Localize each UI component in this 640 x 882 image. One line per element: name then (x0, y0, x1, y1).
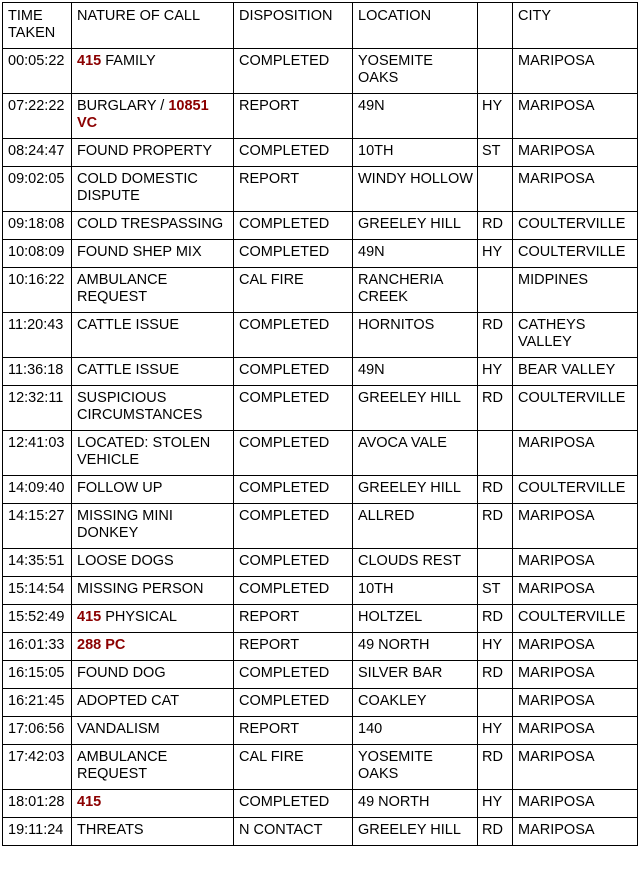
nature-cell (72, 661, 234, 689)
location-cell: HORNITOS (353, 313, 478, 358)
location-cell: 49 NORTH (353, 633, 478, 661)
nature-cell (72, 633, 234, 661)
nature-cell (72, 386, 234, 431)
table-row (3, 717, 638, 745)
nature-text: AMBULANCE REQUEST (77, 272, 168, 305)
time-cell: 00:05:22 (3, 49, 72, 94)
nature-cell (72, 790, 234, 818)
disposition-cell: COMPLETED (234, 431, 353, 476)
nature-cell (72, 49, 234, 94)
suffix-cell: HY (478, 240, 513, 268)
table-row (3, 818, 638, 846)
table-row (3, 386, 638, 431)
location-cell: CLOUDS REST (353, 549, 478, 577)
time-cell: 09:02:05 (3, 167, 72, 212)
suffix-cell: RD (478, 476, 513, 504)
suffix-cell: HY (478, 790, 513, 818)
time-cell: 15:14:54 (3, 577, 72, 605)
nature-cell (72, 139, 234, 167)
table-row (3, 476, 638, 504)
disposition-cell: COMPLETED (234, 476, 353, 504)
nature-cell (72, 504, 234, 549)
header-suffix (478, 3, 513, 49)
disposition-cell: CAL FIRE (234, 745, 353, 790)
header-disposition: DISPOSITION (234, 3, 353, 49)
table-row (3, 633, 638, 661)
suffix-cell: ST (478, 577, 513, 605)
city-cell: MARIPOSA (513, 818, 638, 846)
time-cell: 19:11:24 (3, 818, 72, 846)
time-cell: 11:20:43 (3, 313, 72, 358)
nature-text: THREATS (77, 822, 144, 838)
suffix-cell: HY (478, 633, 513, 661)
time-cell: 09:18:08 (3, 212, 72, 240)
location-cell: AVOCA VALE (353, 431, 478, 476)
disposition-cell: REPORT (234, 633, 353, 661)
table-row (3, 212, 638, 240)
city-cell: MARIPOSA (513, 504, 638, 549)
suffix-cell (478, 49, 513, 94)
city-cell: COULTERVILLE (513, 240, 638, 268)
city-cell: MARIPOSA (513, 745, 638, 790)
nature-text: CATTLE ISSUE (77, 317, 180, 333)
location-cell: GREELEY HILL (353, 818, 478, 846)
city-cell: MARIPOSA (513, 661, 638, 689)
disposition-cell: COMPLETED (234, 504, 353, 549)
nature-text: SUSPICIOUS CIRCUMSTANCES (77, 390, 203, 423)
nature-text: FOUND PROPERTY (77, 143, 213, 159)
suffix-cell: RD (478, 504, 513, 549)
nature-text: PHYSICAL (101, 609, 177, 625)
location-cell: 49N (353, 94, 478, 139)
nature-text: MISSING MINI DONKEY (77, 508, 173, 541)
table-row (3, 605, 638, 633)
location-cell: RANCHERIA CREEK (353, 268, 478, 313)
nature-cell (72, 240, 234, 268)
code-text: 10851 VC (77, 98, 209, 131)
header-nature: NATURE OF CALL (72, 3, 234, 49)
city-cell: MIDPINES (513, 268, 638, 313)
disposition-cell: REPORT (234, 717, 353, 745)
time-cell: 16:15:05 (3, 661, 72, 689)
location-cell: 49 NORTH (353, 790, 478, 818)
location-cell: 10TH (353, 577, 478, 605)
city-cell: MARIPOSA (513, 139, 638, 167)
city-cell: BEAR VALLEY (513, 358, 638, 386)
disposition-cell: COMPLETED (234, 139, 353, 167)
disposition-cell: REPORT (234, 605, 353, 633)
nature-cell (72, 431, 234, 476)
nature-cell (72, 549, 234, 577)
city-cell: MARIPOSA (513, 717, 638, 745)
suffix-cell: RD (478, 745, 513, 790)
location-cell: SILVER BAR (353, 661, 478, 689)
city-cell: COULTERVILLE (513, 212, 638, 240)
city-cell: MARIPOSA (513, 94, 638, 139)
city-cell: COULTERVILLE (513, 386, 638, 431)
time-cell: 12:41:03 (3, 431, 72, 476)
time-cell: 16:21:45 (3, 689, 72, 717)
disposition-cell: CAL FIRE (234, 268, 353, 313)
nature-cell (72, 818, 234, 846)
disposition-cell: N CONTACT (234, 818, 353, 846)
city-cell: MARIPOSA (513, 577, 638, 605)
time-cell: 10:16:22 (3, 268, 72, 313)
header-city: CITY (513, 3, 638, 49)
suffix-cell: RD (478, 212, 513, 240)
time-cell: 14:09:40 (3, 476, 72, 504)
nature-cell (72, 94, 234, 139)
nature-text: LOOSE DOGS (77, 553, 174, 569)
nature-text: FOUND DOG (77, 665, 166, 681)
suffix-cell: HY (478, 717, 513, 745)
location-cell: 140 (353, 717, 478, 745)
suffix-cell: RD (478, 313, 513, 358)
suffix-cell (478, 689, 513, 717)
suffix-cell: RD (478, 386, 513, 431)
time-cell: 08:24:47 (3, 139, 72, 167)
code-text: 415 (77, 609, 102, 625)
city-cell: COULTERVILLE (513, 476, 638, 504)
nature-text: COLD TRESPASSING (77, 216, 224, 232)
table-row (3, 661, 638, 689)
nature-text: AMBULANCE REQUEST (77, 749, 168, 782)
disposition-cell: COMPLETED (234, 549, 353, 577)
suffix-cell: HY (478, 358, 513, 386)
time-cell: 11:36:18 (3, 358, 72, 386)
suffix-cell (478, 268, 513, 313)
time-cell: 14:35:51 (3, 549, 72, 577)
city-cell: MARIPOSA (513, 790, 638, 818)
header-time: TIME TAKEN (3, 3, 72, 49)
table-row (3, 139, 638, 167)
disposition-cell: COMPLETED (234, 313, 353, 358)
table-row (3, 549, 638, 577)
disposition-cell: COMPLETED (234, 689, 353, 717)
table-row (3, 504, 638, 549)
location-cell: WINDY HOLLOW (353, 167, 478, 212)
table-row (3, 358, 638, 386)
location-cell: GREELEY HILL (353, 212, 478, 240)
location-cell: YOSEMITE OAKS (353, 745, 478, 790)
suffix-cell: ST (478, 139, 513, 167)
time-cell: 15:52:49 (3, 605, 72, 633)
time-cell: 17:42:03 (3, 745, 72, 790)
table-row (3, 49, 638, 94)
time-cell: 14:15:27 (3, 504, 72, 549)
disposition-cell: COMPLETED (234, 790, 353, 818)
disposition-cell: COMPLETED (234, 661, 353, 689)
nature-cell (72, 605, 234, 633)
header-row (3, 3, 638, 49)
nature-cell (72, 212, 234, 240)
city-cell: CATHEYS VALLEY (513, 313, 638, 358)
nature-text: LOCATED: STOLEN VEHICLE (77, 435, 211, 468)
city-cell: MARIPOSA (513, 49, 638, 94)
table-row (3, 577, 638, 605)
table-row (3, 431, 638, 476)
call-log-table (2, 2, 638, 846)
location-cell: HOLTZEL (353, 605, 478, 633)
city-cell: MARIPOSA (513, 549, 638, 577)
time-cell: 07:22:22 (3, 94, 72, 139)
call-log-body (3, 49, 638, 846)
nature-cell (72, 476, 234, 504)
table-row (3, 167, 638, 212)
table-row (3, 313, 638, 358)
code-text: 288 PC (77, 637, 126, 653)
suffix-cell: RD (478, 818, 513, 846)
nature-text: FOUND SHEP MIX (77, 244, 202, 260)
location-cell: 49N (353, 240, 478, 268)
nature-text: FAMILY (101, 53, 156, 69)
time-cell: 16:01:33 (3, 633, 72, 661)
disposition-cell: REPORT (234, 94, 353, 139)
table-row (3, 268, 638, 313)
suffix-cell (478, 167, 513, 212)
nature-text: ADOPTED CAT (77, 693, 180, 709)
nature-cell (72, 167, 234, 212)
table-row (3, 94, 638, 139)
nature-cell (72, 717, 234, 745)
location-cell: 49N (353, 358, 478, 386)
location-cell: 10TH (353, 139, 478, 167)
table-row (3, 790, 638, 818)
location-cell: GREELEY HILL (353, 476, 478, 504)
header-location: LOCATION (353, 3, 478, 49)
nature-text: MISSING PERSON (77, 581, 204, 597)
time-cell: 17:06:56 (3, 717, 72, 745)
suffix-cell (478, 549, 513, 577)
suffix-cell: RD (478, 661, 513, 689)
disposition-cell: COMPLETED (234, 386, 353, 431)
table-row (3, 745, 638, 790)
code-text: 415 (77, 794, 102, 810)
nature-text: FOLLOW UP (77, 480, 163, 496)
nature-text: VANDALISM (77, 721, 160, 737)
nature-cell (72, 745, 234, 790)
disposition-cell: COMPLETED (234, 212, 353, 240)
code-text: 415 (77, 53, 102, 69)
time-cell: 12:32:11 (3, 386, 72, 431)
city-cell: MARIPOSA (513, 633, 638, 661)
suffix-cell: HY (478, 94, 513, 139)
city-cell: MARIPOSA (513, 167, 638, 212)
nature-cell (72, 358, 234, 386)
suffix-cell (478, 431, 513, 476)
location-cell: YOSEMITE OAKS (353, 49, 478, 94)
location-cell: COAKLEY (353, 689, 478, 717)
time-cell: 10:08:09 (3, 240, 72, 268)
nature-cell (72, 313, 234, 358)
table-row (3, 689, 638, 717)
table-row (3, 240, 638, 268)
nature-text: CATTLE ISSUE (77, 362, 180, 378)
time-cell: 18:01:28 (3, 790, 72, 818)
nature-cell (72, 268, 234, 313)
nature-cell (72, 689, 234, 717)
disposition-cell: COMPLETED (234, 240, 353, 268)
disposition-cell: REPORT (234, 167, 353, 212)
disposition-cell: COMPLETED (234, 577, 353, 605)
location-cell: ALLRED (353, 504, 478, 549)
city-cell: COULTERVILLE (513, 605, 638, 633)
city-cell: MARIPOSA (513, 431, 638, 476)
nature-text: COLD DOMESTIC DISPUTE (77, 171, 198, 204)
city-cell: MARIPOSA (513, 689, 638, 717)
suffix-cell: RD (478, 605, 513, 633)
nature-cell (72, 577, 234, 605)
nature-text: BURGLARY / (77, 98, 169, 114)
location-cell: GREELEY HILL (353, 386, 478, 431)
disposition-cell: COMPLETED (234, 49, 353, 94)
disposition-cell: COMPLETED (234, 358, 353, 386)
